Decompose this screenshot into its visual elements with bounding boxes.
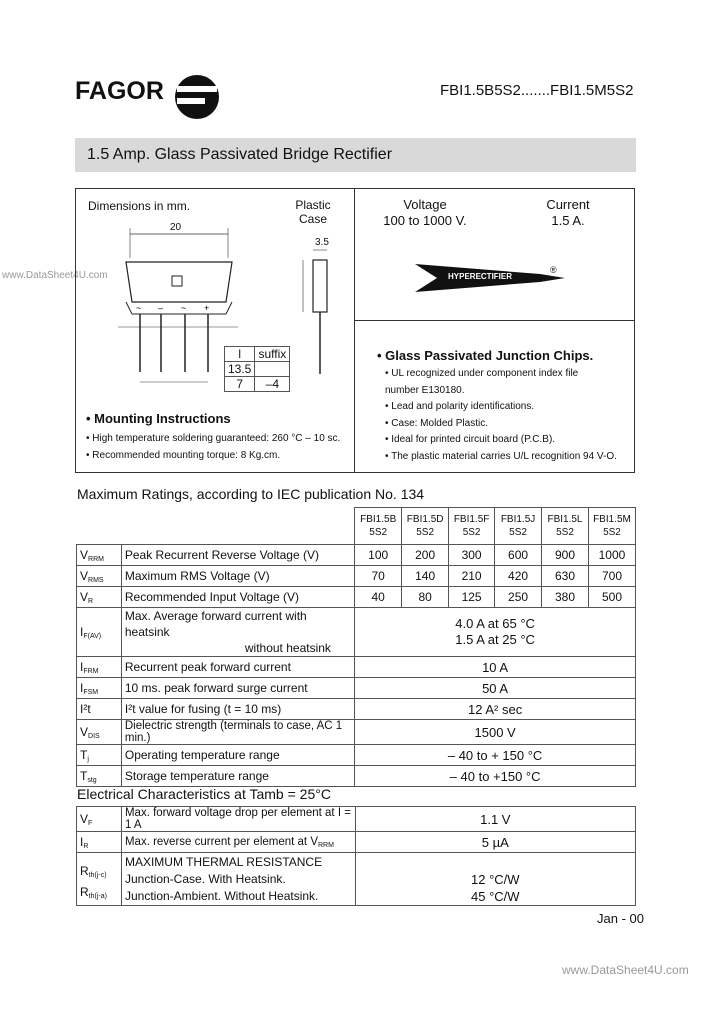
dim-3-5: 3.5 bbox=[315, 237, 329, 248]
svg-text:+: + bbox=[204, 303, 210, 313]
svg-text:~: ~ bbox=[181, 303, 187, 313]
table-row: $V_F$ Max. forward voltage drop per element at I = 1 A 1.1 V bbox=[77, 807, 636, 832]
svg-text:–: – bbox=[158, 303, 164, 313]
mounting-item: • Recommended mounting torque: 8 Kg.cm. bbox=[86, 450, 281, 461]
header-empty bbox=[77, 508, 122, 545]
feature-item: • UL recognized under component index file bbox=[385, 368, 579, 379]
table-row: $R_{th(j-c)}$ $R_{th(j-a)}$ MAXIMUM THERMAL RESISTANCE Junction-Case. With Heatsink. Junction-Ambient. Without Heatsink. 12 °C/W 45 °C/W bbox=[77, 853, 636, 906]
table-row: $I_{FRM}$ Recurrent peak forward current 10 A bbox=[77, 657, 636, 678]
table-row: $I_R$ Max. reverse current per element at $V_{RRM}$ 5 µA bbox=[77, 832, 636, 853]
case-label-1: Plastic bbox=[295, 198, 331, 212]
suffix-r1-empty bbox=[255, 362, 290, 377]
col-header: FBI1.5M 5S2 bbox=[588, 508, 635, 545]
electrical-title: Electrical Characteristics at Tamb = 25°C bbox=[77, 786, 331, 802]
col-header: FBI1.5B 5S2 bbox=[355, 508, 402, 545]
box-divider-horizontal bbox=[354, 320, 635, 321]
table-row: $V_R$ Recommended Input Voltage (V) 40 80 125 250 380 500 bbox=[77, 587, 636, 608]
table-row: $V_{DIS}$ Dielectric strength (terminals to case, AC 1 min.) 1500 V bbox=[77, 720, 636, 745]
box-divider-vertical bbox=[354, 188, 355, 473]
voltage-value: 100 to 1000 V. bbox=[383, 213, 467, 228]
fagor-emblem-icon bbox=[173, 74, 221, 120]
feature-item: • Ideal for printed circuit board (P.C.B). bbox=[385, 434, 556, 445]
electrical-table bbox=[76, 806, 636, 906]
header-empty bbox=[121, 508, 354, 545]
page-title: 1.5 Amp. Glass Passivated Bridge Rectifier bbox=[87, 146, 393, 163]
features-list bbox=[385, 366, 617, 465]
fagor-logo bbox=[75, 77, 164, 106]
features-title: • Glass Passivated Junction Chips. bbox=[377, 348, 594, 363]
table-row: $I_{F(AV)}$ Max. Average forward current with heatsink without heatsink 4.0 A at 65 °C 1.5 A at 25 °C bbox=[77, 608, 636, 657]
table-row: I²t I²t value for fusing (t = 10 ms) 12 A² sec bbox=[77, 699, 636, 720]
col-header: FBI1.5F 5S2 bbox=[449, 508, 495, 545]
mounting-list bbox=[86, 430, 340, 464]
package-drawing bbox=[88, 222, 350, 392]
mounting-item: • High temperature soldering guaranteed: 260 °C – 10 sc. bbox=[86, 433, 341, 444]
col-header: FBI1.5D 5S2 bbox=[402, 508, 449, 545]
suffix-r2b: –4 bbox=[255, 377, 290, 392]
table-row: $V_{RMS}$ Maximum RMS Voltage (V) 70 140 210 420 630 700 bbox=[77, 566, 636, 587]
max-ratings-table bbox=[76, 507, 636, 787]
table-row: $T_j$ Operating temperature range – 40 to + 150 °C bbox=[77, 745, 636, 766]
badge-text: HYPERECTIFIER bbox=[448, 272, 513, 281]
feature-item: • The plastic material carries U/L recognition 94 V-O. bbox=[385, 450, 617, 462]
table-row: $I_{FSM}$ 10 ms. peak forward surge current 50 A bbox=[77, 678, 636, 699]
table-row: $T_{stg}$ Storage temperature range – 40 to +150 °C bbox=[77, 766, 636, 787]
part-number-range: FBI1.5B5S2.......FBI1.5M5S2 bbox=[440, 82, 634, 99]
suffix-h2: suffix bbox=[255, 347, 290, 362]
feature-item: • Lead and polarity identifications. bbox=[385, 401, 535, 412]
current-label: Current bbox=[546, 197, 590, 212]
table-row: $V_{RRM}$ Peak Recurrent Reverse Voltage (V) 100 200 300 600 900 1000 bbox=[77, 545, 636, 566]
watermark-right: www.DataSheet4U.com bbox=[562, 963, 689, 977]
svg-text:~: ~ bbox=[136, 303, 142, 313]
dim-20: 20 bbox=[170, 222, 182, 233]
watermark-left: www.DataSheet4U.com bbox=[2, 270, 108, 281]
mounting-title: • Mounting Instructions bbox=[86, 411, 231, 426]
suffix-r2a: 7 bbox=[225, 377, 255, 392]
logo-text: FAGOR bbox=[75, 77, 164, 105]
badge-mark: ® bbox=[550, 265, 557, 275]
current-value: 1.5 A. bbox=[551, 213, 585, 228]
title-bar bbox=[75, 138, 636, 172]
feature-item: • Case: Molded Plastic. bbox=[385, 417, 488, 429]
footer-date: Jan - 00 bbox=[597, 911, 644, 926]
suffix-h1: l bbox=[225, 347, 255, 362]
feature-item: number E130180. bbox=[385, 384, 465, 396]
dimensions-label: Dimensions in mm. bbox=[88, 199, 191, 213]
case-label-2: Case bbox=[298, 212, 327, 226]
col-header: FBI1.5J 5S2 bbox=[495, 508, 542, 545]
suffix-table bbox=[224, 346, 290, 392]
max-ratings-title: Maximum Ratings, according to IEC publication No. 134 bbox=[77, 486, 425, 502]
suffix-r1: 13.5 bbox=[225, 362, 255, 377]
col-header: FBI1.5L 5S2 bbox=[542, 508, 589, 545]
voltage-label: Voltage bbox=[403, 197, 447, 212]
